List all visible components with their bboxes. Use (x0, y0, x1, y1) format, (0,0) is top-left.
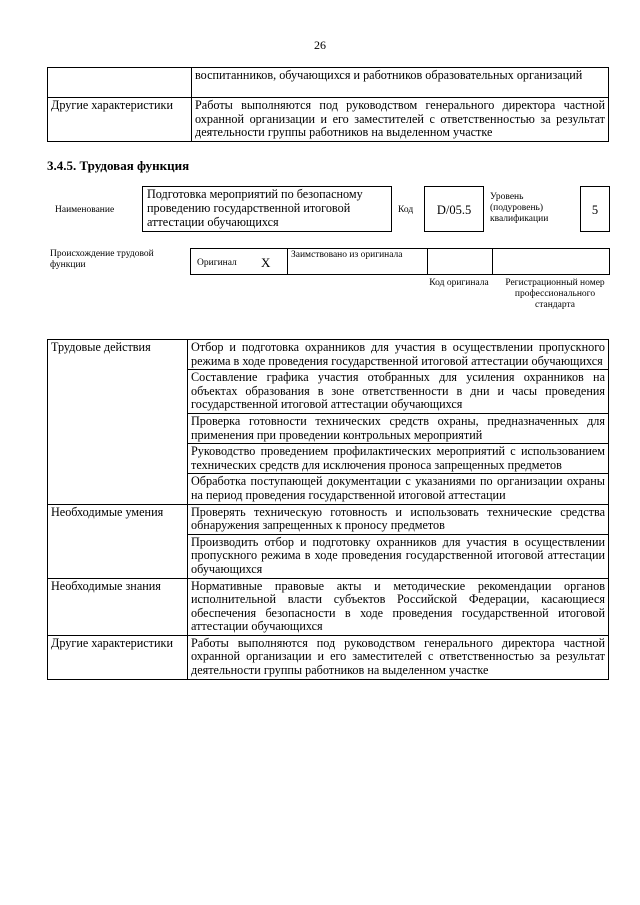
group-label: Трудовые действия (48, 340, 188, 505)
original-mark: X (261, 255, 271, 270)
page-number: 26 (314, 38, 326, 52)
divider (287, 249, 288, 274)
group-label: Необходимые знания (48, 578, 188, 635)
group-label: Необходимые умения (48, 504, 188, 578)
row-text: Работы выполняются под руководством генерального директора частной охранной организации и его заместителей с ответственностью за результат деятельности группы работников на выделенном участке (192, 98, 609, 142)
function-code: D/05.5 (424, 186, 484, 232)
table-cell: Руководство проведением профилактических мероприятий с использованием технических средств для исключения проноса запрещенных предметов (188, 444, 609, 474)
name-label: Наименование (55, 205, 115, 215)
top-characteristics-table (47, 67, 609, 142)
table-row (48, 340, 609, 370)
row-label: Другие характеристики (48, 98, 192, 142)
origin-row (190, 248, 610, 275)
table-cell: Проверка готовности технических средств охраны, предназначенных для применения при проведении контрольных мероприятий (188, 413, 609, 443)
table-cell: Нормативные правовые акты и методические рекомендации органов исполнительной власти субъектов Российской Федерации, касающиеся обеспечения безопасности в ходе проведения государственной итоговой аттестации обучающихся (188, 578, 609, 635)
table-row (48, 635, 609, 679)
origin-label: Происхождение трудовой функции (50, 249, 154, 270)
table-cell: Работы выполняются под руководством генерального директора частной охранной организации и его заместителей с ответственностью за результат деятельности группы работников на выделенном участке (188, 635, 609, 679)
borrowed-label: Заимствовано из оригинала (291, 250, 403, 260)
table-cell: Обработка поступающей документации с указаниями по организации охраны на период проведения государственной итоговой аттестации (188, 474, 609, 504)
function-details-table (47, 339, 609, 680)
table-cell: Составление графика участия отобранных для усиления охранников на объектах образования в зоне ответственности в дни и часы проведения государственной итоговой аттестации обучающихся (188, 370, 609, 414)
reg-number-label: Регистрационный номер профессионального стандарта (505, 278, 605, 310)
table-cell: Проверять техническую готовность и использовать технические средства обнаружения запрещенных к проносу предметов (188, 504, 609, 534)
section-title: 3.4.5. Трудовая функция (47, 158, 190, 173)
code-label: Код (398, 205, 414, 215)
level-label: Уровень (подуровень) квалификации (490, 192, 549, 224)
divider (427, 249, 428, 274)
function-name: Подготовка мероприятий по безопасному проведению государственной итоговой аттестации обучающихся (142, 186, 392, 232)
table-row (48, 578, 609, 635)
qualification-level: 5 (580, 186, 610, 232)
table-row (48, 504, 609, 534)
group-label: Другие характеристики (48, 635, 188, 679)
original-label: Оригинал (197, 258, 237, 268)
table-cell: Отбор и подготовка охранников для участия в осуществлении пропускного режима в ходе проведения государственной итоговой аттестации обучающихся (188, 340, 609, 370)
table-row (48, 98, 609, 142)
code-original-label: Код оригинала (429, 278, 489, 288)
row-label (48, 68, 192, 98)
divider (492, 249, 493, 274)
row-text: воспитанников, обучающихся и работников образовательных организаций (192, 68, 609, 98)
table-row (48, 68, 609, 98)
table-cell: Производить отбор и подготовку охранников для участия в осуществлении пропускного режима в ходе проведения государственной итоговой аттестации обучающихся (188, 534, 609, 578)
